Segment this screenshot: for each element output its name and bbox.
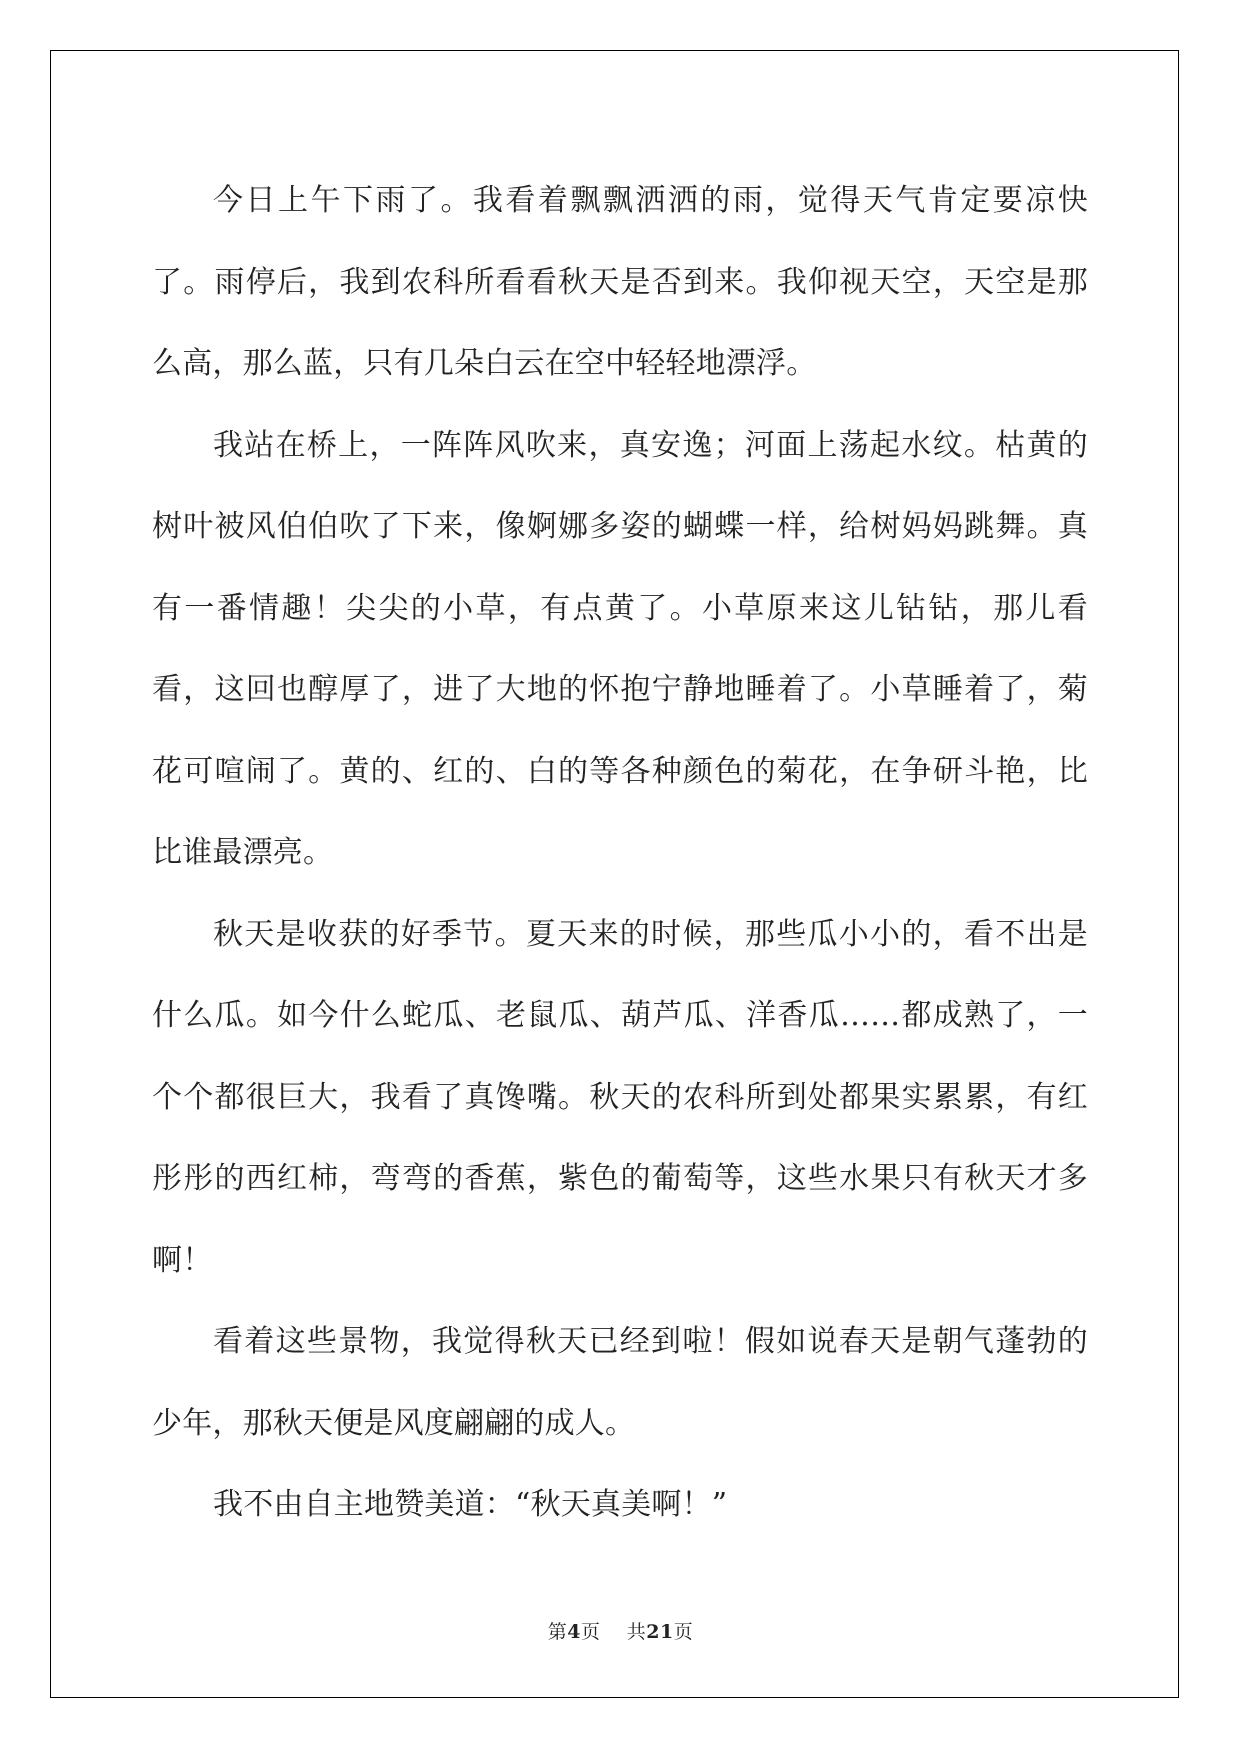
page-footer xyxy=(0,1617,1241,1644)
paragraph-3: 秋天是收获的好季节。夏天来的时候，那些瓜小小的，看不出是什么瓜。如今什么蛇瓜、老鼠瓜、葫芦瓜、洋香瓜……都成熟了，一个个都很巨大，我看了真馋嘴。秋天的农科所到处都果实累累，有红彤彤的西红柿，弯弯的香蕉，紫色的葡萄等，这些水果只有秋天才多啊！ xyxy=(152,916,1088,1278)
paragraph-4: 看着这些景物，我觉得秋天已经到啦！假如说春天是朝气蓬勃的少年，那秋天便是风度翩翩的成人。 xyxy=(152,1324,1088,1441)
footer-total-prefix: 共 xyxy=(626,1621,647,1643)
document-body xyxy=(152,160,1088,1546)
footer-total-unit: 页 xyxy=(673,1621,694,1643)
footer-prefix: 第 xyxy=(547,1621,568,1643)
total-page-number: 21 xyxy=(646,1621,674,1643)
paragraph-5: 我不由自主地赞美道：“秋天真美啊！” xyxy=(213,1487,728,1522)
footer-page-unit: 页 xyxy=(581,1621,601,1643)
paragraph-2: 我站在桥上，一阵阵风吹来，真安逸；河面上荡起水纹。枯黄的树叶被风伯伯吹了下来，像婀娜多姿的蝴蝶一样，给树妈妈跳舞。真有一番情趣！尖尖的小草，有点黄了。小草原来这儿钻钻，那儿看看，这回也醇厚了，进了大地的怀抱宁静地睡着了。小草睡着了，菊花可喧闹了。黄的、红的、白的等各种颜色的菊花，在争研斗艳，比比谁最漂亮。 xyxy=(152,427,1088,870)
current-page-number: 4 xyxy=(567,1621,582,1643)
paragraph-1: 今日上午下雨了。我看着飘飘洒洒的雨，觉得天气肯定要凉快了。雨停后，我到农科所看看秋天是否到来。我仰视天空，天空是那么高，那么蓝，只有几朵白云在空中轻轻地漂浮。 xyxy=(152,183,1088,381)
